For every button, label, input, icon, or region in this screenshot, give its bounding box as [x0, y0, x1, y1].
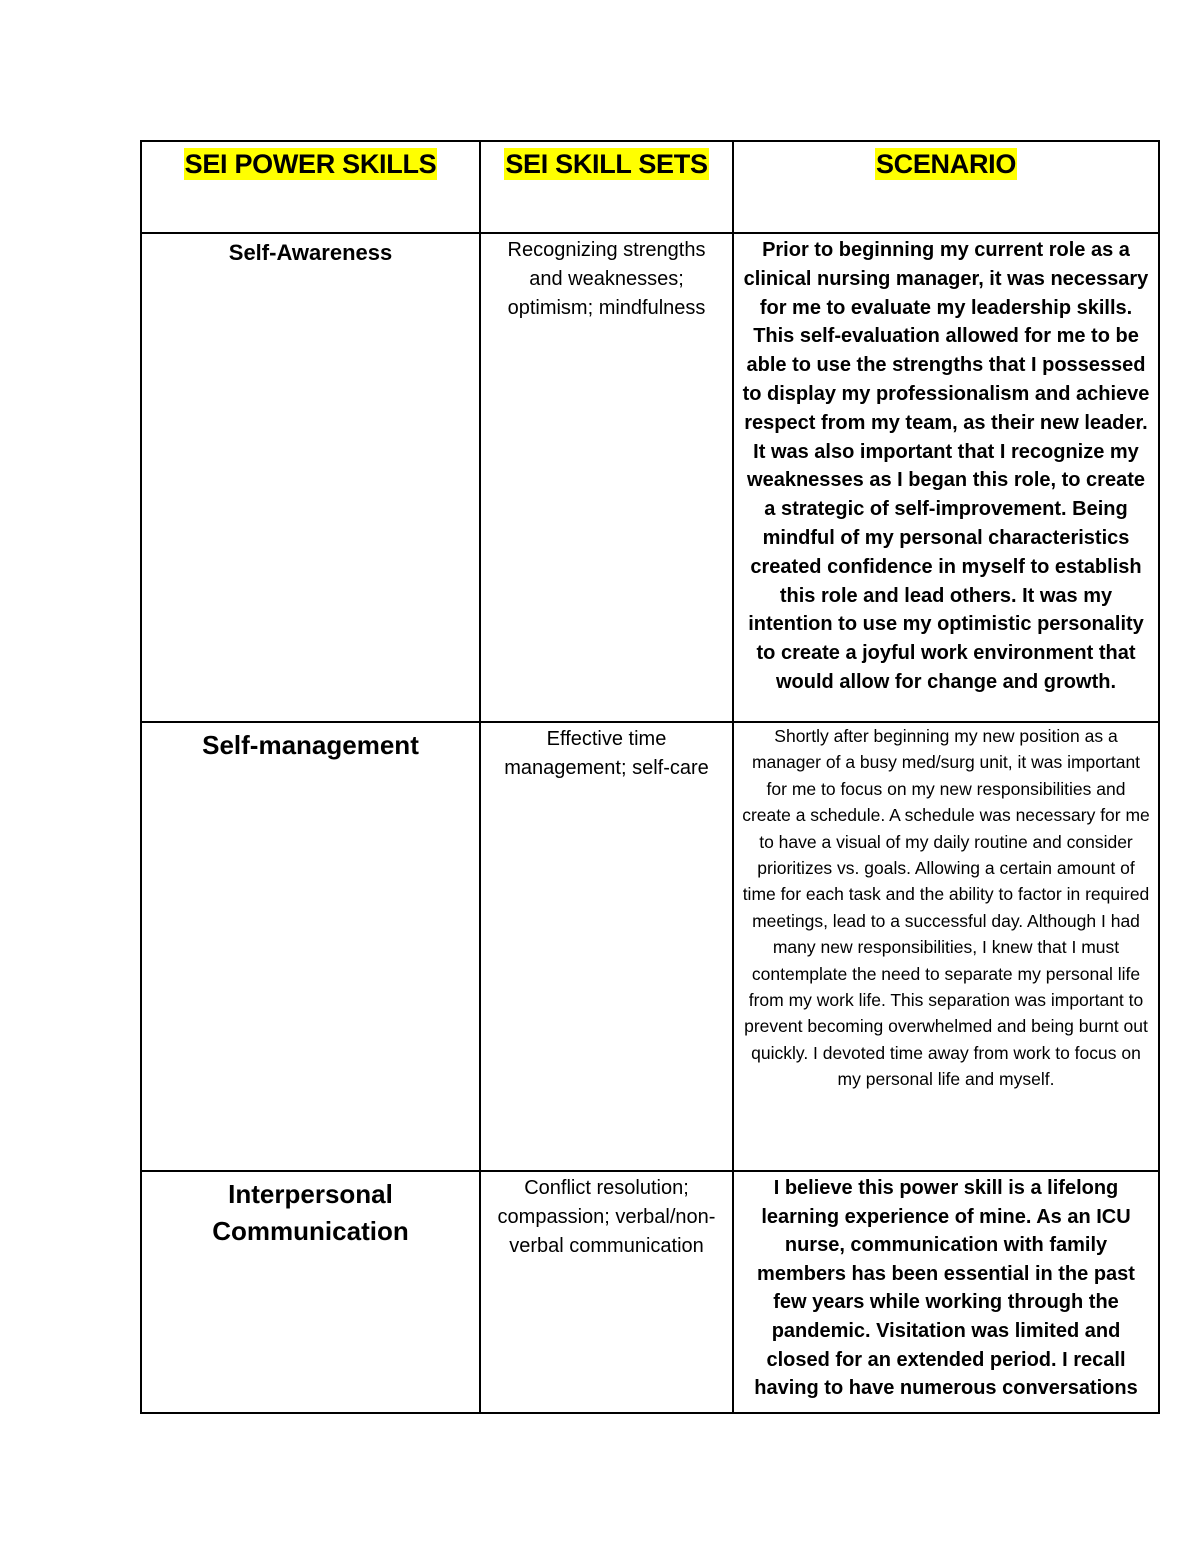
power-skill-name: Self-Awareness — [228, 240, 393, 265]
scenario-text: Shortly after beginning my new position as a manager of a busy med/surg unit, it was important for me to focus on my new responsibilities and create a schedule. A schedule was necessary for me to have a visual of my daily routine and consider prioritizes vs. goals. Allowing a certain amount of time for each task and the ability to factor in required meetings, lead to a successful day. Although I had many new responsibilities, I knew that I must contemplate the need to separate my personal life from my work life. This separation was important to prevent becoming overwhelmed and being burnt out quickly. I devoted time away from work to focus on my personal life and myself. — [742, 726, 1150, 1090]
power-skill-cell — [141, 1171, 480, 1413]
table-row — [141, 722, 1159, 1171]
power-skill-name: Self-management — [202, 730, 419, 760]
header-cell-skill-sets — [480, 141, 733, 233]
table-row — [141, 233, 1159, 722]
scenario-cell — [733, 233, 1159, 722]
header-skill-sets: SEI SKILL SETS — [505, 149, 708, 179]
table-header-row — [141, 141, 1159, 233]
skill-set-cell — [480, 1171, 733, 1413]
skill-set-text: Recognizing strengths and weaknesses; optimism; mindfulness — [507, 239, 706, 319]
skill-set-text: Effective time management; self-care — [504, 728, 709, 779]
header-cell-scenario — [733, 141, 1159, 233]
table-row — [141, 1171, 1159, 1413]
skills-table — [140, 140, 1160, 1414]
header-cell-power-skills — [141, 141, 480, 233]
skill-set-cell — [480, 722, 733, 1171]
power-skill-cell — [141, 233, 480, 722]
power-skill-cell — [141, 722, 480, 1171]
scenario-cell — [733, 722, 1159, 1171]
header-scenario: SCENARIO — [875, 149, 1017, 179]
scenario-text: Prior to beginning my current role as a clinical nursing manager, it was necessary for me to evaluate my leadership skills. This self-evaluation allowed for me to be able to use the strengths that I possessed to display my professionalism and achieve respect from my team, as their new leader. It was also important that I recognize my weaknesses as I began this role, to create a strategic of self-improvement. Being mindful of my personal characteristics created confidence in myself to establish this role and lead others. It was my intention to use my optimistic personality to create a joyful work environment that would allow for change and growth. — [742, 239, 1150, 693]
power-skill-name: Interpersonal Communication — [212, 1179, 409, 1246]
scenario-cell — [733, 1171, 1159, 1413]
skill-set-text: Conflict resolution; compassion; verbal/non-verbal communication — [497, 1177, 716, 1257]
scenario-text: I believe this power skill is a lifelong learning experience of mine. As an ICU nurse, communication with family members has been essential in the past few years while working through the pandemic. Visitation was limited and closed for an extended period. I recall having to have numerous conversations — [754, 1177, 1138, 1400]
skill-set-cell — [480, 233, 733, 722]
header-power-skills: SEI POWER SKILLS — [184, 149, 437, 179]
